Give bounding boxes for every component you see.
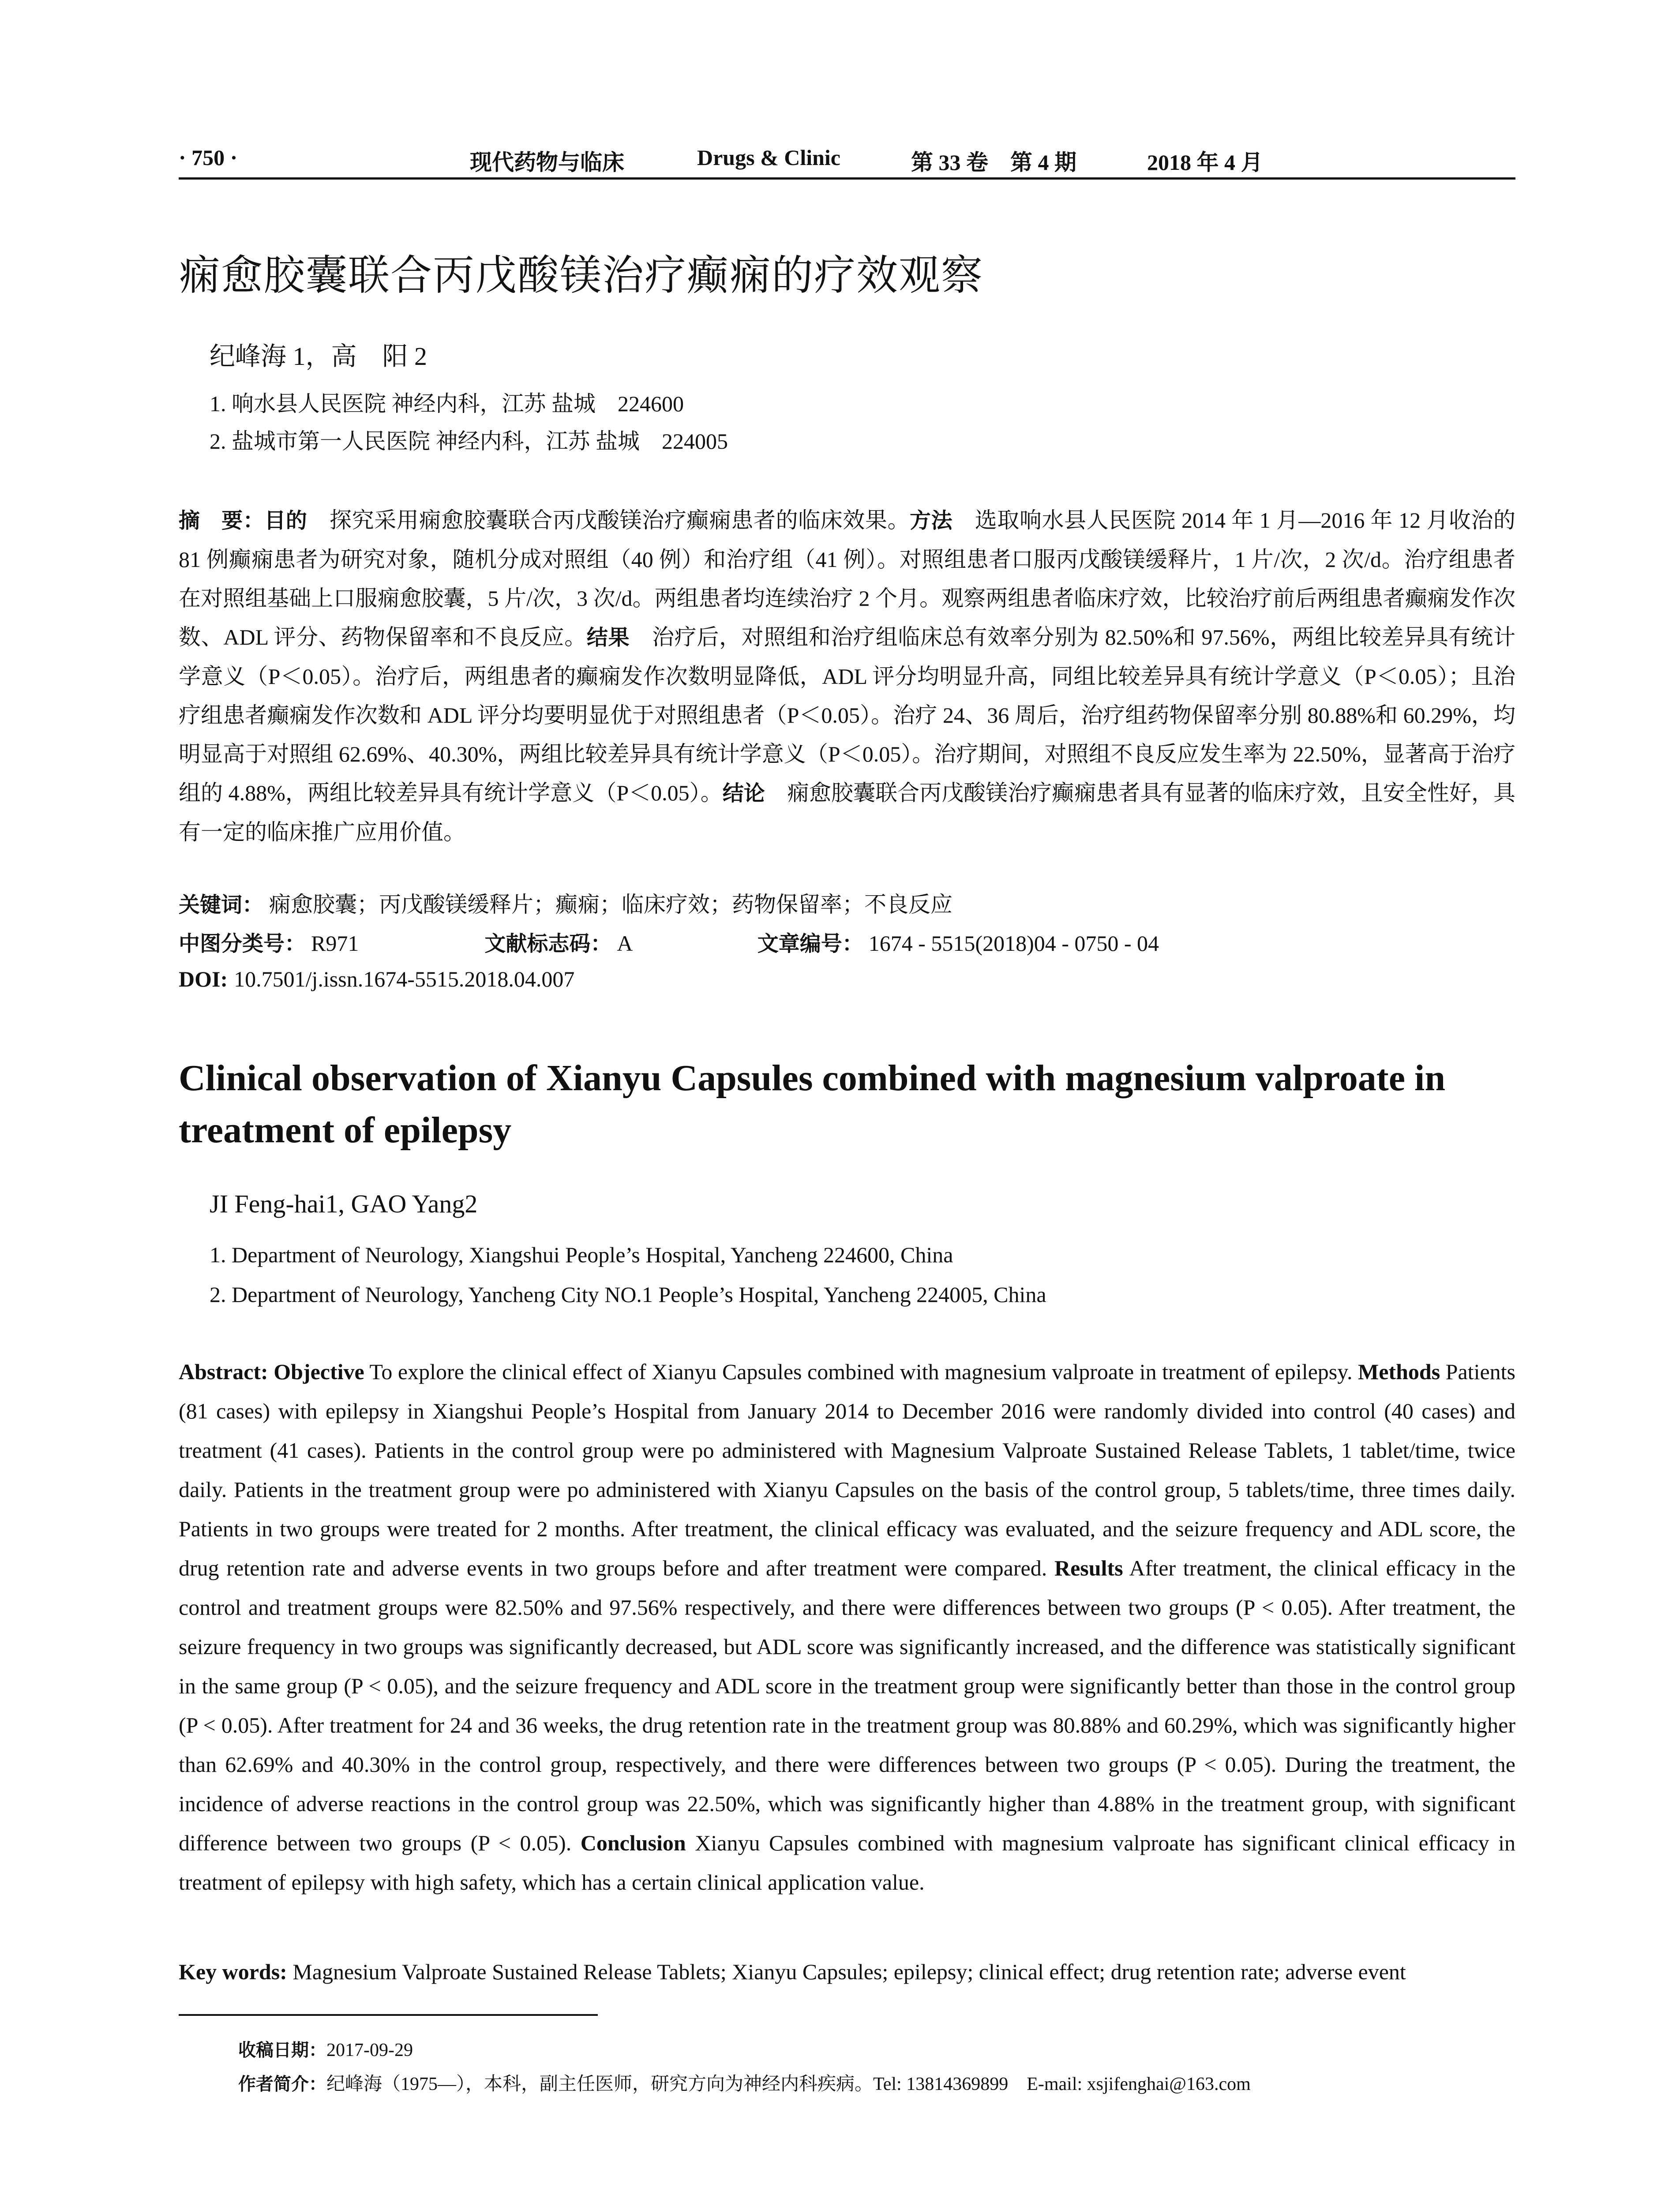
received-date: 2017-09-29 [326, 2040, 413, 2060]
conclusion-label-en: Conclusion [580, 1831, 686, 1855]
keywords-cn-row [179, 887, 952, 919]
abstract-cn [179, 501, 1515, 852]
conclusion-label-cn: 结论 [722, 781, 765, 806]
journal-en: Drugs & Clinic [697, 145, 840, 170]
results-cn: 治疗后，对照组和治疗组临床总有效率分别为 82.50%和 97.56%，两组比较差异具有统计学意义（P＜0.05）。治疗后，两组患者的癫痫发作次数明显降低，ADL 评分均明显升高，同组比较差异具有统计学意义（P＜0.05）；且治疗组患者癫痫发作次数和 ADL 评分均要明显优于对照组患者（P＜0.05）。治疗 24、36 周后，治疗组药物保留率分别 80.88%和 60.29%，均明显高于对照组 62.69%、40.30%，两组比较差异具有统计学意义（P＜0.05）。治疗期间，对照组不良反应发生率为 22.50%，显著高于治疗组的 4.88%，两组比较差异具有统计学意义（P＜0.05）。 [179, 625, 1515, 805]
keywords-en: Magnesium Valproate Sustained Release Tablets; Xianyu Capsules; epilepsy; clinical effect; drug retention rate; adverse event [292, 1959, 1406, 1984]
authors-cn: 纪峰海 1，高 阳 2 [210, 342, 428, 371]
methods-cn: 选取响水县人民医院 2014 年 1 月—2016 年 12 月收治的 81 例癫痫患者为研究对象，随机分成对照组（40 例）和治疗组（41 例）。对照组患者口服丙戊酸镁缓释片，1 片/次，2 次/d。治疗组患者在对照组基础上口服痫愈胶囊，5 片/次，3 次/d。两组患者均连续治疗 2 个月。观察两组患者临床疗效，比较治疗前后两组患者癫痫发作次数、ADL 评分、药物保留率和不良反应。 [179, 508, 1515, 649]
journal-cn: 现代药物与临床 [470, 149, 624, 175]
conclusion-cn: 痫愈胶囊联合丙戊酸镁治疗癫痫患者具有显著的临床疗效，且安全性好，具有一定的临床推广应用价值。 [179, 780, 1515, 844]
objective-label-en: Abstract: Objective [179, 1359, 364, 1384]
methods-en: Patients (81 cases) with epilepsy in Xiangshui People’s Hospital from January 2014 to December 2016 were randomly divided into control (40 cases) and treatment (41 cases). Patients in the control group were po administered with Magnesium Valproate Sustained Release Tablets, 1 tablet/time, twice daily. Patients in the treatment group were po administered with Xianyu Capsules on the basis of the control group, 5 tablets/time, three times daily. Patients in two groups were treated for 2 months. After treatment, the clinical efficacy was evaluated, and the seizure frequency and ADL score, the drug retention rate and adverse events in two groups before and after treatment were compared. [179, 1359, 1516, 1580]
results-label-cn: 结果 [586, 625, 630, 650]
doi-value: 10.7501/j.issn.1674-5515.2018.04.007 [234, 967, 575, 991]
volume-issue: 第 33 卷 第 4 期 [911, 150, 1076, 175]
author-bio: 纪峰海（1975—），本科，副主任医师，研究方向为神经内科疾病。Tel: 13814369899 E-mail: xsjifenghai@163.com [326, 2074, 1251, 2094]
running-header [179, 140, 1515, 180]
conclusion-en: Xianyu Capsules combined with magnesium valproate has significant clinical efficacy in treatment of epilepsy with high safety, which has a certain clinical application value. [179, 1831, 1515, 1895]
author-bio-label: 作者简介： [238, 2074, 326, 2094]
objective-en: To explore the clinical effect of Xianyu Capsules combined with magnesium valproate in treatment of epilepsy. [364, 1359, 1353, 1384]
author-bio-row [238, 2069, 1251, 2096]
affiliation-en-1: 1. Department of Neurology, Xiangshui People’s Hospital, Yancheng 224600, China [210, 1242, 953, 1267]
results-en: After treatment, the clinical efficacy in the control and treatment groups were 82.50% and 97.56% respectively, and there were differences between two groups (P < 0.05). After treatment, the seizure frequency in two groups was significantly decreased, but ADL score was significantly increased, and the difference was statistically significant in the same group (P < 0.05), and the seizure frequency and ADL score in the treatment group were significantly better than those in the control group (P < 0.05). After treatment for 24 and 36 weeks, the drug retention rate in the treatment group was 80.88% and 60.29%, which was significantly higher than 62.69% and 40.30% in the control group, respectively, and there were differences between two groups (P < 0.05). During the treatment, the incidence of adverse reactions in the control group was 22.50%, which was significantly higher than 4.88% in the treatment group, with significant difference between two groups (P < 0.05). [179, 1556, 1516, 1855]
affiliation-en-2: 2. Department of Neurology, Yancheng City NO.1 People’s Hospital, Yancheng 224005, China [210, 1282, 1046, 1307]
methods-label-en: Methods [1358, 1359, 1440, 1384]
affiliation-cn-1: 1. 响水县人民医院 神经内科，江苏 盐城 224600 [210, 391, 684, 416]
doc-code-value: A [617, 931, 632, 956]
abstract-label-cn: 摘 要： [179, 508, 265, 533]
keywords-label-cn: 关键词： [179, 893, 264, 917]
article-no-label: 文章编号： [757, 931, 863, 956]
keywords-label-en: Key words: [179, 1959, 287, 1984]
abstract-en [179, 1352, 1515, 1902]
issue-date: 2018 年 4 月 [1147, 150, 1263, 175]
doi-label: DOI: [179, 967, 228, 991]
doi-row [179, 966, 574, 992]
authors-en: JI Feng-hai1, GAO Yang2 [210, 1189, 478, 1218]
page-number: · 750 · [179, 145, 238, 170]
clc-value: R971 [311, 931, 359, 956]
title-en: Clinical observation of Xianyu Capsules combined with magnesium valproate in treatment of epilepsy [179, 1058, 1446, 1151]
objective-cn: 探究采用痫愈胶囊联合丙戊酸镁治疗癫痫患者的临床效果。 [307, 508, 910, 533]
received-date-row [238, 2036, 413, 2061]
methods-label-cn: 方法 [910, 508, 953, 533]
title-cn: 痫愈胶囊联合丙戊酸镁治疗癫痫的疗效观察 [179, 251, 984, 300]
article-no-value: 1674 - 5515(2018)04 - 0750 - 04 [868, 931, 1159, 956]
received-label: 收稿日期： [238, 2040, 326, 2060]
keywords-cn: 痫愈胶囊；丙戊酸镁缓释片；癫痫；临床疗效；药物保留率；不良反应 [269, 892, 953, 917]
doc-code-label: 文献标志码： [484, 931, 612, 956]
classification-row [179, 927, 1159, 957]
affiliation-cn-2: 2. 盐城市第一人民医院 神经内科，江苏 盐城 224005 [210, 429, 728, 454]
results-label-en: Results [1054, 1556, 1123, 1580]
keywords-en-row [179, 1959, 1515, 1985]
header-rule [179, 177, 1515, 180]
objective-label-cn: 目的 [264, 508, 308, 533]
footnote-rule [179, 2014, 598, 2016]
clc-label: 中图分类号： [179, 931, 306, 956]
